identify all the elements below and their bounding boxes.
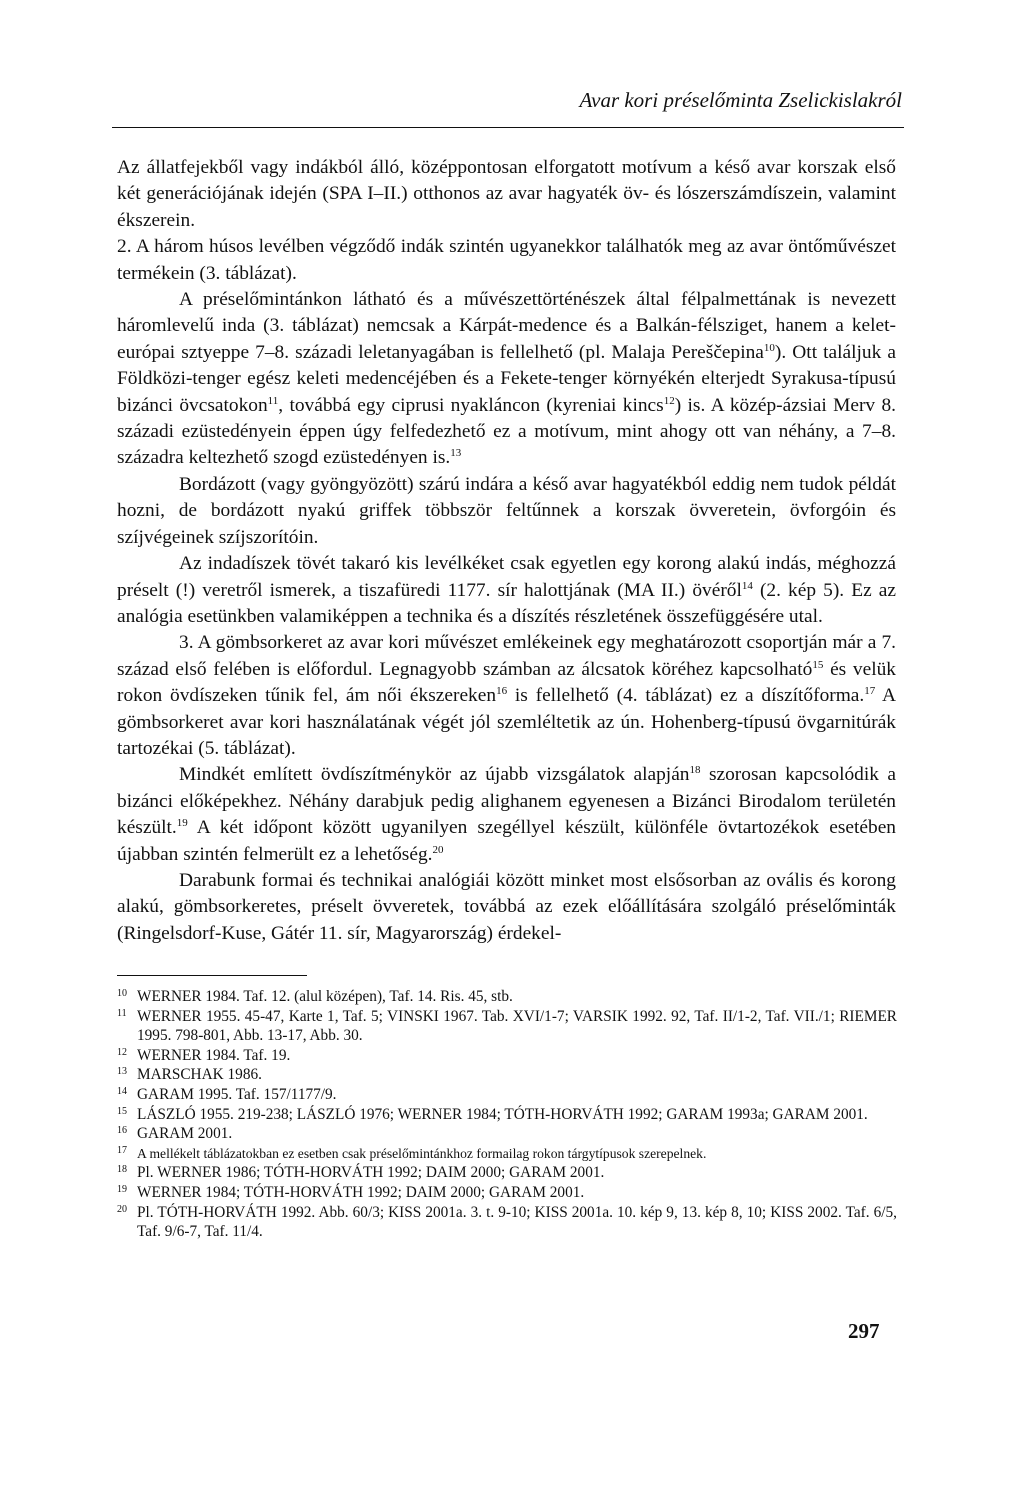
footnote-ref-20[interactable]: 20 xyxy=(432,843,444,856)
footnote-ref-17[interactable]: 17 xyxy=(864,685,876,698)
page-number: 297 xyxy=(848,1319,880,1343)
footnote-number: 15 xyxy=(117,1105,127,1117)
footnote-number: 17 xyxy=(117,1144,127,1156)
text-run: Mindkét említett övdíszítménykör az újabb vizsgálatok alapján xyxy=(179,764,690,786)
footnote-ref-14[interactable]: 14 xyxy=(741,579,753,592)
text-run: A két időpont között ugyanilyen szegéllyel készült, különféle övtartozékok esetében újabban szintén felmerült ez a lehetőség. xyxy=(117,817,896,865)
text-run: , továbbá egy ciprusi nyakláncon (kyreniai kincs xyxy=(278,394,664,416)
footnote-text: Pl. TÓTH-HORVÁTH 1992. Abb. 60/3; KISS 2001a. 3. t. 9-10; KISS 2001a. 10. kép 9, 13. kép 8, 10; KISS 2002. Taf. 6/5, Taf. 9/6-7, Taf. 11/4. xyxy=(137,1203,897,1241)
footnote-number: 20 xyxy=(117,1203,127,1215)
footnote-14 xyxy=(117,1085,897,1105)
footnote-18 xyxy=(117,1163,897,1183)
footnote-15 xyxy=(117,1105,897,1125)
footnote-ref-19[interactable]: 19 xyxy=(176,817,188,830)
text-run: és velük rokon övdíszeken tűnik fel, ám női ékszereken xyxy=(117,658,897,707)
footnote-number: 12 xyxy=(117,1046,127,1058)
footnote-16 xyxy=(117,1124,897,1144)
running-title: Avar kori préselőminta Zselickislakról xyxy=(579,88,902,112)
footnote-19 xyxy=(117,1183,897,1203)
footnote-ref-15[interactable]: 15 xyxy=(812,658,824,671)
footnote-20 xyxy=(117,1203,897,1242)
footnote-text: GARAM 2001. xyxy=(137,1125,233,1143)
footnote-ref-13[interactable]: 13 xyxy=(450,447,462,460)
text-run: ) is. A közép-ázsiai Merv 8. századi ezüstedényein éppen úgy felfedezhető ez a motívum, mint ahogy ott van néhány, a 7–8. századra keltezhető szogd ezüstedényen is. xyxy=(117,394,897,469)
footnote-text: WERNER 1984; TÓTH-HORVÁTH 1992; DAIM 2000; GARAM 2001. xyxy=(137,1183,585,1201)
footnote-number: 10 xyxy=(117,988,127,999)
footnote-text: A mellékelt táblázatokban ez esetben csak préselőmintánkhoz formailag rokon tárgytípusok szerepelnek. xyxy=(137,1145,707,1161)
paragraph-3 xyxy=(117,287,896,472)
text-run: A préselőmintánkon látható és a művészettörténészek által félpalmettának is nevezett háromlevelű inda (3. táblázat) nemcsak a Kárpát-medence és a Balkán-félsziget, hanem a kelet-európai sztyeppe 7–8. századi leletanyagában is fellelhető (pl. Malaja Pereščepina xyxy=(117,289,896,363)
footnote-text: Pl. WERNER 1986; TÓTH-HORVÁTH 1992; DAIM 2000; GARAM 2001. xyxy=(137,1164,605,1182)
footnote-ref-11[interactable]: 11 xyxy=(267,394,279,407)
footnote-number: 14 xyxy=(117,1085,127,1097)
footnote-number: 13 xyxy=(117,1066,127,1078)
paragraph-7 xyxy=(117,762,896,868)
footnote-number: 19 xyxy=(117,1183,127,1195)
text-run: 3. A gömbsorkeret az avar kori művészet emlékeinek egy meghatározott csoportján már a 7. század első felében is előfordul. Legnagyobb számban az álcsatok köréhez kapcsolható xyxy=(117,632,896,680)
paragraph-4: Bordázott (vagy gyöngyözött) szárú indára a késő avar hagyatékból eddig nem tudok példát hozni, de bordázott nyakú griffek többször feltűnnek a korszak övveretein, övforgóin és szíjvégeinek szíjszorítóin. xyxy=(117,473,896,548)
footnote-ref-18[interactable]: 18 xyxy=(689,764,701,777)
body-text xyxy=(117,155,896,947)
footnote-10 xyxy=(117,987,897,1007)
footnote-text: WERNER 1955. 45-47, Karte 1, Taf. 5; VINSKI 1967. Tab. XVI/1-7; VARSIK 1992. 92, Taf. II/1-2, Taf. VII./1; RIEMER 1995. 798-801, Abb. 13-17, Abb. 30. xyxy=(137,1007,897,1045)
text-run: Az indadíszek tövét takaró kis levélkéket csak egyetlen egy korong alakú indás, méghozzá préselt (!) veretről ismerek, a tiszafüredi 1177. sír halottjának (MA II.) övéről xyxy=(117,553,896,601)
footnote-12 xyxy=(117,1046,897,1066)
header-rule xyxy=(112,127,904,128)
footnote-11 xyxy=(117,1007,897,1046)
footnote-ref-10[interactable]: 10 xyxy=(763,341,775,354)
paragraph-5 xyxy=(117,551,896,630)
paragraph-1: Az állatfejekből vagy indákból álló, középpontosan elforgatott motívum a késő avar korszak első két generációjának idején (SPA I–II.) otthonos az avar hagyaték öv- és lószerszámdíszein, valamint ékszerein. xyxy=(117,157,896,231)
paragraph-2: 2. A három húsos levélben végződő indák szintén ugyanekkor találhatók meg az avar öntőművészet termékein (3. táblázat). xyxy=(117,236,896,284)
footnotes xyxy=(117,987,897,1242)
footnote-text: WERNER 1984. Taf. 19. xyxy=(137,1046,291,1064)
paragraph-8: Darabunk formai és technikai analógiái között minket most elsősorban az ovális és korong alakú, gömbsorkeretes, préselt övveretek, továbbá az ezek előállítására szolgáló préselőminták (Ringelsdorf-Kuse, Gátér 11. sír, Magyarország) érdekel- xyxy=(117,869,896,944)
text-run: ). Ott találjuk a Földközi-tenger egész keleti medencéjében és a Fekete-tenger környékén elterjedt Syrakusa-típusú bizánci övcsatokon xyxy=(117,341,896,416)
text-run: A gömbsorkeret avar kori használatának végét jól szemléltetik az ún. Hohenberg-típusú övgarnitúrák tartozékai (5. táblázat). xyxy=(117,685,897,759)
footnote-rule xyxy=(117,975,307,976)
footnote-ref-12[interactable]: 12 xyxy=(663,394,675,407)
text-run: (2. kép 5). Ez az analógia esetünkben valamiképpen a technika és a díszítés részletének összefüggésére utal. xyxy=(117,579,896,627)
text-run: is fellelhető (4. táblázat) ez a díszítőforma. xyxy=(507,685,865,707)
text-run: szorosan kapcsolódik a bizánci előképekhez. Néhány darabjuk pedig alighanem egyenesen a Bizánci Birodalom területén készült. xyxy=(117,764,896,839)
footnote-number: 18 xyxy=(117,1164,127,1176)
footnote-13 xyxy=(117,1065,897,1085)
paragraph-6 xyxy=(117,630,896,762)
footnote-text: MARSCHAK 1986. xyxy=(137,1066,262,1084)
footnote-17 xyxy=(117,1144,897,1164)
footnote-text: LÁSZLÓ 1955. 219-238; LÁSZLÓ 1976; WERNER 1984; TÓTH-HORVÁTH 1992; GARAM 1993a; GARAM 2001. xyxy=(137,1105,868,1123)
footnote-number: 11 xyxy=(117,1007,127,1019)
footnote-number: 16 xyxy=(117,1125,127,1137)
footnote-ref-16[interactable]: 16 xyxy=(496,685,508,698)
footnote-text: GARAM 1995. Taf. 157/1177/9. xyxy=(137,1085,337,1103)
footnote-text: WERNER 1984. Taf. 12. (alul középen), Taf. 14. Ris. 45, stb. xyxy=(137,988,513,1005)
